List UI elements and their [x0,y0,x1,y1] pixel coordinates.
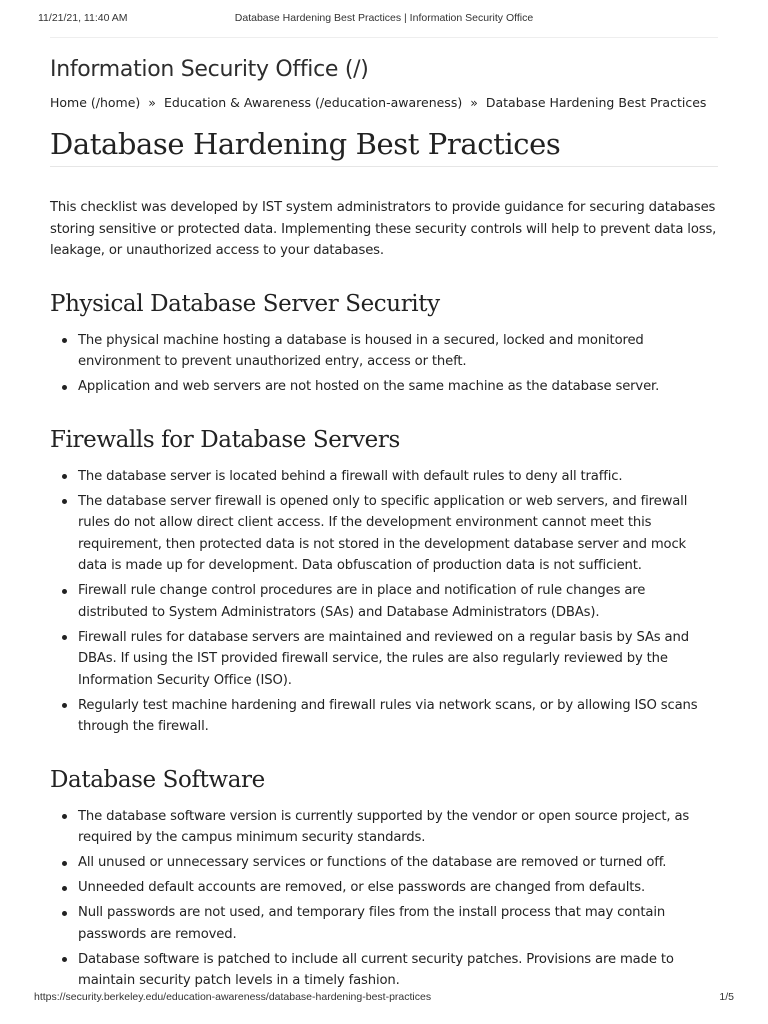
list-item: Database software is patched to include all current security patches. Provisions are made to maintain security patch levels in a timely fashion. [78,949,718,992]
firewalls-list [50,466,718,738]
list-item: Application and web servers are not hosted on the same machine as the database server. [78,376,718,398]
breadcrumb-separator: » [470,95,478,110]
section-heading-database-software: Database Software [50,766,265,793]
print-page-url: https://security.berkeley.edu/education-awareness/database-hardening-best-practices [34,991,432,1003]
site-title-link[interactable]: Information Security Office (/) [50,57,369,82]
list-item: The physical machine hosting a database is housed in a secured, locked and monitored environment to prevent unauthorized entry, access or theft. [78,330,718,373]
breadcrumb-separator: » [148,95,156,110]
list-item: The database server is located behind a firewall with default rules to deny all traffic. [78,466,718,488]
header-divider [50,37,718,38]
main-content [50,52,718,995]
list-item: Firewall rules for database servers are maintained and reviewed on a regular basis by SAs and DBAs. If using the IST provided firewall service, the rules are also regularly reviewed by the Information Security Office (ISO). [78,627,718,692]
print-footer [34,991,734,1007]
list-item: Unneeded default accounts are removed, or else passwords are changed from defaults. [78,877,718,899]
list-item: All unused or unnecessary services or functions of the database are removed or turned off. [78,852,718,874]
print-header [38,12,730,28]
list-item: Null passwords are not used, and temporary files from the install process that may contain passwords are removed. [78,902,718,945]
page-indicator: 1/5 [719,991,734,1003]
intro-paragraph: This checklist was developed by IST system administrators to provide guidance for securing databases storing sensitive or protected data. Implementing these security controls will help to prevent data loss, leakage, or unauthorized access to your databases. [50,200,717,258]
breadcrumb [50,90,718,116]
list-item: Regularly test machine hardening and firewall rules via network scans, or by allowing ISO scans through the firewall. [78,695,718,738]
database-software-list [50,806,718,992]
list-item: The database software version is currently supported by the vendor or open source project, as required by the campus minimum security standards. [78,806,718,849]
section-heading-physical-security: Physical Database Server Security [50,290,440,317]
print-page-title: Database Hardening Best Practices | Information Security Office [234,12,534,24]
physical-security-list [50,330,718,398]
print-datetime: 11/21/21, 11:40 AM [38,12,128,24]
list-item: The database server firewall is opened only to specific application or web servers, and firewall rules do not allow direct client access. If the development environment cannot meet this requirement, then protected data is not stored in the development database server and mock data is made up for development. Data obfuscation of production data is not sufficient. [78,491,718,577]
breadcrumb-education-link[interactable]: Education & Awareness (/education-awareness) [163,95,463,110]
breadcrumb-home-link[interactable]: Home (/home) [50,95,141,110]
section-heading-firewalls: Firewalls for Database Servers [50,426,400,453]
list-item: Firewall rule change control procedures are in place and notification of rule changes are distributed to System Administrators (SAs) and Database Administrators (DBAs). [78,580,718,623]
page-title: Database Hardening Best Practices [50,116,718,167]
breadcrumb-current: Database Hardening Best Practices [485,95,707,110]
